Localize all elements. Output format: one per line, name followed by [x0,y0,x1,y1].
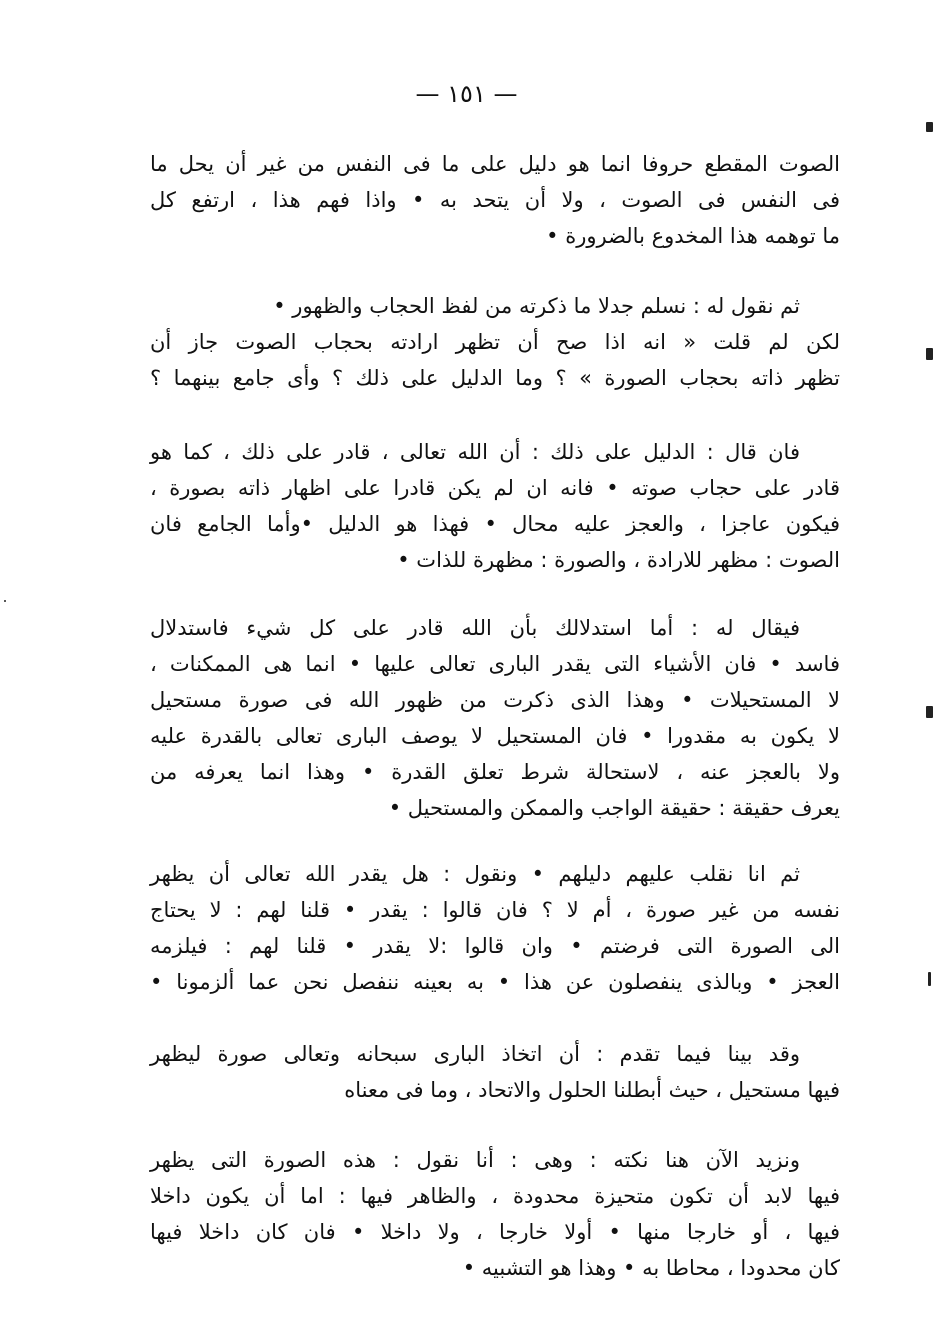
paragraph-5 [150,856,840,1000]
text-line: فيها لابد أن تكون متحيزة محدودة ، والظاهر فيها : اما أن يكون داخلا [150,1184,840,1208]
paragraph-6 [150,1036,840,1108]
text-line: لا المستحيلات • وهذا الذى ذكرت من ظهور الله فى صورة مستحيل [150,688,840,712]
text-line: فيها مستحيل ، حيث أبطلنا الحلول والاتحاد ، وما فى معناه [344,1078,840,1102]
text-line: فان قال : الدليل على ذلك : أن الله تعالى ، قادر على ذلك ، كما هو [150,440,800,464]
text-line: فيكون عاجزا ، والعجز عليه محال • فهذا هو الدليل •وأما الجامع فان [150,512,840,536]
text-line: تظهر ذاته بحجاب الصورة » ؟ وما الدليل على ذلك ؟ وأى جامع بينهما ؟ [150,366,840,390]
text-line: ما توهمه هذا المخدوع بالضرورة • [546,224,840,248]
text-line: فاسد • فان الأشياء التى يقدر البارى تعالى عليها • انما هى الممكنات ، [150,652,840,676]
paragraph-3 [150,434,840,578]
text-line: وقد بينا فيما تقدم : أن اتخاذ البارى سبحانه وتعالى صورة ليظهر [150,1042,800,1066]
text-line: قادر على حجاب صوته • فانه ان لم يكن قادرا على اظهار ذاته بصورة ، [150,476,840,500]
text-line: الصوت المقطع حروفا انما هو دليل على ما فى النفس من غير أن يحل ما [150,152,840,176]
page-number: — ١٥١ — [415,80,518,108]
paragraph-7 [150,1142,840,1286]
text-line: لا يكون به مقدورا • فان المستحيل لا يوصف البارى تعالى بالقدرة عليه [150,724,840,748]
text-line: فى النفس فى الصوت ، ولا أن يتحد به • واذا فهم هذا ، ارتفع كل [150,188,840,212]
text-line: نفسه من غير صورة ، أم لا ؟ فان قالوا : يقدر • قلنا لهم : لا يحتاج [150,898,840,922]
text-line: لكن لم قلت « انه اذا صح أن تظهر ارادته بحجاب الصوت جاز أن [150,330,840,354]
text-line: كان محدودا ، محاطا به • وهذا هو التشبيه • [462,1256,840,1280]
text-line: الصوت : مظهر للارادة ، والصورة : مظهرة للذات • [397,548,840,572]
scan-mark [926,706,933,718]
text-line: ثم نقول له : نسلم جدلا ما ذكرته من لفظ الحجاب والظهور • [273,294,800,318]
text-line: ولا بالعجز عنه ، لاستحالة شرط تعلق القدرة • وهذا انما يعرفه من [150,760,840,784]
scan-mark [4,600,6,602]
scan-mark [928,972,931,986]
text-line: فيقال له : أما استدلالك بأن الله قادر على كل شيء فاستدلال [150,616,800,640]
text-line: الى الصورة التى فرضتم • وان قالوا :لا يقدر • قلنا لهم : فيلزمه [150,934,840,958]
paragraph-1 [150,146,840,254]
scan-mark [926,122,933,132]
paragraph-2 [150,288,840,396]
text-line: العجز • وبالذى ينفصلون عن هذا • به بعينه ننفصل نحن عما ألزمونا • [150,970,840,994]
text-line: ثم انا نقلب عليهم دليلهم • ونقول : هل يقدر الله تعالى أن يظهر [150,862,800,886]
scan-mark [926,348,933,360]
paragraph-4 [150,610,840,826]
text-line: فيها ، أو خارجا منها • أولا خارجا ، ولا داخلا • فان كان داخلا فيها [150,1220,840,1244]
text-line: يعرف حقيقة : حقيقة الواجب والممكن والمستحيل • [388,796,840,820]
text-line: ونزيد الآن هنا نكته : وهى : أنا نقول : هذه الصورة التى يظهر [150,1148,800,1172]
